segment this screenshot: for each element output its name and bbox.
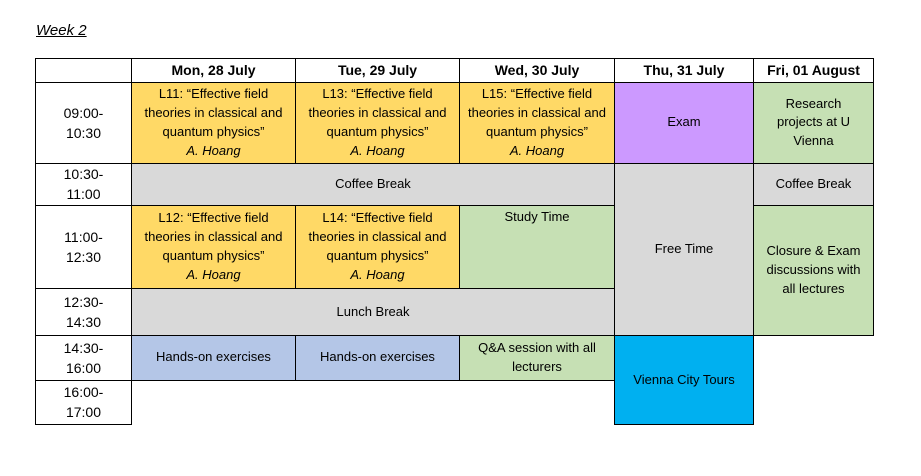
day-header-fri: Fri, 01 August (754, 59, 874, 83)
lecture-code: L15: (481, 86, 511, 102)
research-projects-cell: Research projects at U Vienna (754, 83, 874, 164)
time-slot-1230: 12:30- 14:30 (36, 288, 132, 335)
time-slot-1100: 11:00- 12:30 (36, 206, 132, 289)
time-slot-0900: 09:00- 10:30 (36, 83, 132, 164)
lecture-l12: L12: “Effective field theories in classical and quantum physics” A. Hoang (132, 206, 296, 289)
row-1430 (36, 336, 874, 380)
week-title: Week 2 (36, 22, 87, 39)
empty-cell (754, 336, 874, 380)
empty-cell (296, 380, 460, 424)
lecture-code: L14: (322, 210, 352, 226)
time-slot-1430: 14:30- 16:00 (36, 336, 132, 380)
day-header-tue: Tue, 29 July (296, 59, 460, 83)
coffee-break-fri-cell: Coffee Break (754, 163, 874, 205)
hands-on-tue-cell: Hands-on exercises (296, 336, 460, 380)
lecturer-name: A. Hoang (186, 266, 241, 282)
empty-cell (460, 380, 615, 424)
study-time-cell: Study Time (460, 206, 615, 289)
lecturer-name: A. Hoang (350, 266, 405, 282)
lecture-l11: L11: “Effective field theories in classical and quantum physics” A. Hoang (132, 83, 296, 164)
lecture-code: L12: (158, 210, 188, 226)
closure-cell: Closure & Exam discussions with all lectures (754, 206, 874, 336)
lecturer-name: A. Hoang (509, 142, 565, 158)
time-slot-1030: 10:30- 11:00 (36, 163, 132, 205)
day-header-thu: Thu, 31 July (615, 59, 754, 83)
coffee-break-cell: Coffee Break (132, 163, 615, 205)
lecturer-name: A. Hoang (186, 142, 241, 158)
exam-cell: Exam (615, 83, 754, 164)
lecturer-name: A. Hoang (350, 142, 405, 158)
time-slot-1600: 16:00- 17:00 (36, 380, 132, 424)
lecture-code: L13: (322, 86, 352, 102)
day-header-wed: Wed, 30 July (460, 59, 615, 83)
schedule-table (35, 58, 874, 425)
row-1030 (36, 163, 874, 205)
corner-cell (36, 59, 132, 83)
city-tours-cell: Vienna City Tours (615, 336, 754, 425)
free-time-cell: Free Time (615, 163, 754, 335)
empty-cell (132, 380, 296, 424)
lecture-code: L11: (158, 86, 187, 102)
hands-on-mon-cell: Hands-on exercises (132, 336, 296, 380)
lecture-l13: L13: “Effective field theories in classical and quantum physics” A. Hoang (296, 83, 460, 164)
row-0900 (36, 83, 874, 164)
empty-cell (754, 380, 874, 424)
day-header-mon: Mon, 28 July (132, 59, 296, 83)
lecture-l14: L14: “Effective field theories in classical and quantum physics” A. Hoang (296, 206, 460, 289)
lunch-break-cell: Lunch Break (132, 288, 615, 335)
header-row (36, 59, 874, 83)
qa-session-cell: Q&A session with all lecturers (460, 336, 615, 380)
lecture-l15: L15: “Effective field theories in classical and quantum physics” A. Hoang (460, 83, 615, 164)
